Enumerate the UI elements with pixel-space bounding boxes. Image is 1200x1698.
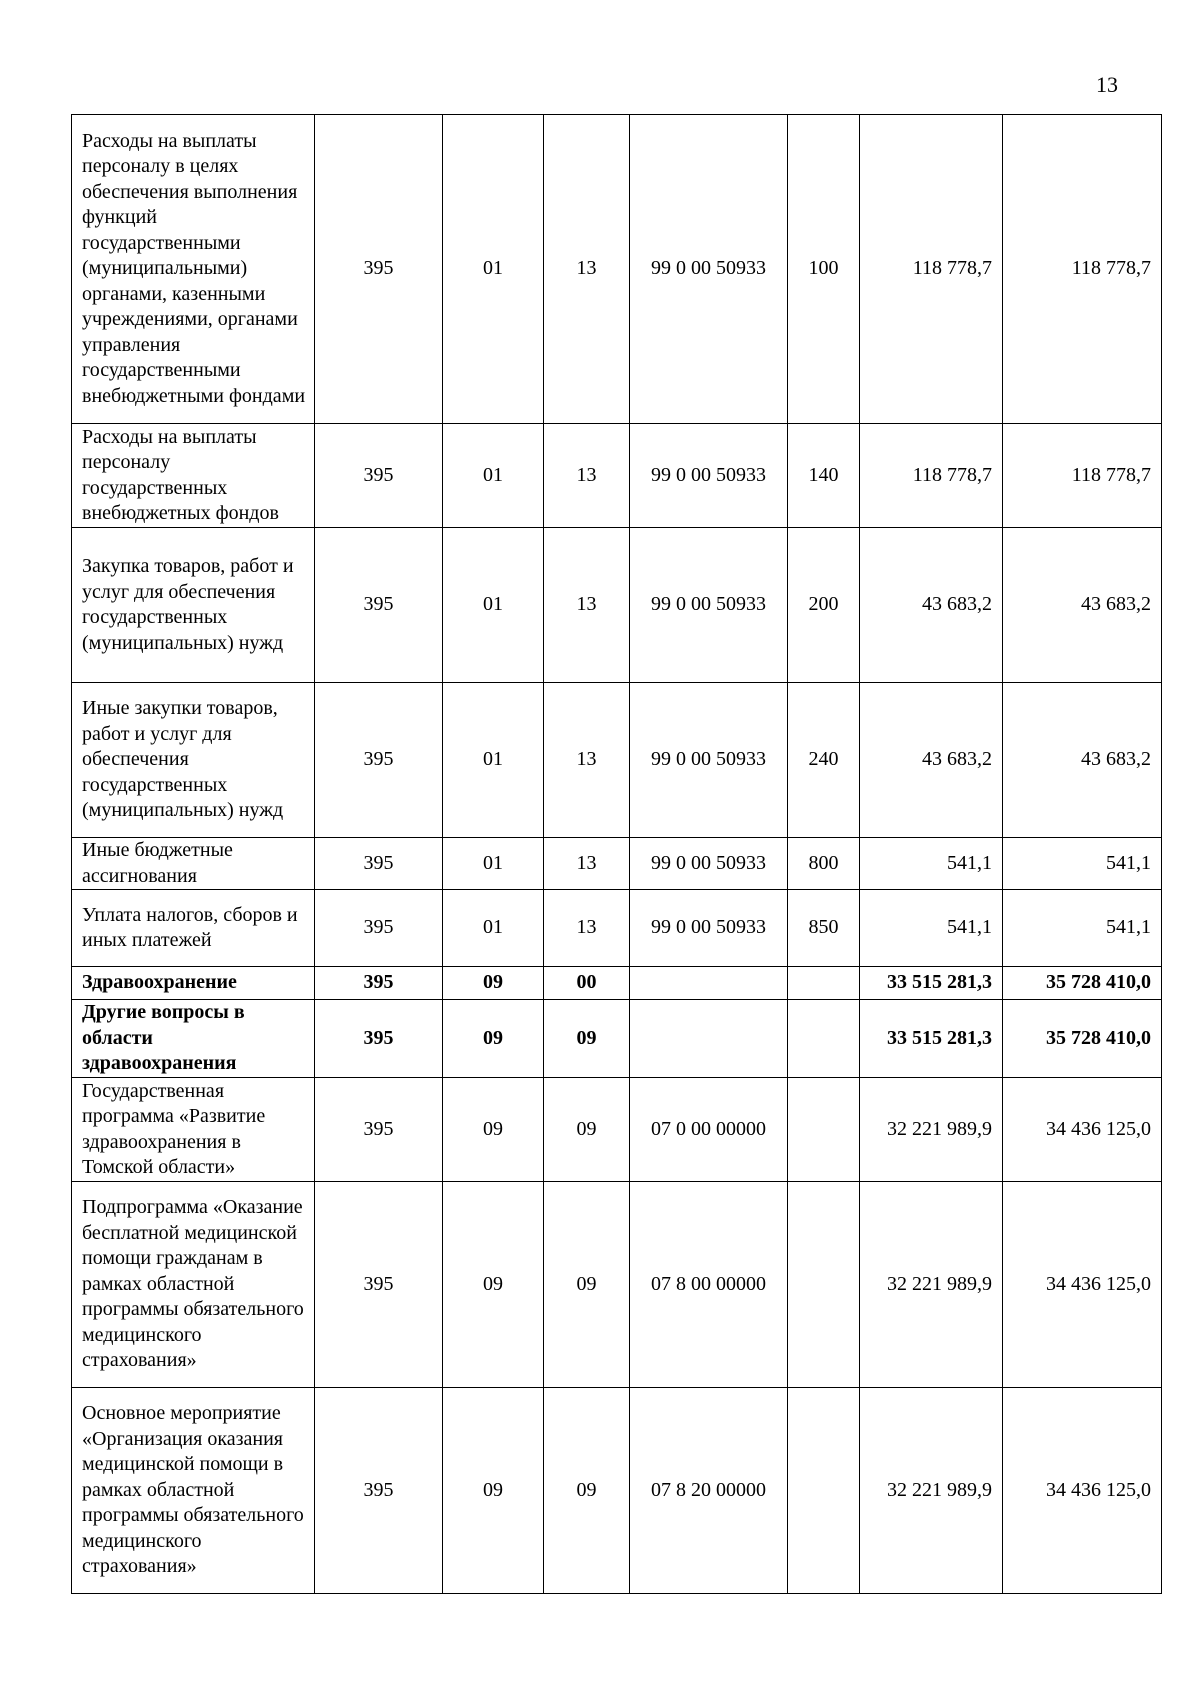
cell-csr: 07 8 20 00000	[630, 1388, 788, 1594]
cell-csr: 07 8 00 00000	[630, 1182, 788, 1388]
cell-vr	[788, 1000, 860, 1078]
row-name: Уплата налогов, сборов и иных платежей	[72, 890, 315, 967]
cell-vr: 140	[788, 424, 860, 528]
cell-sum-1: 33 515 281,3	[860, 967, 1003, 1000]
cell-sum-1: 43 683,2	[860, 528, 1003, 683]
row-name: Расходы на выплаты персоналу в целях обеспечения выполнения функций государственными (муниципальными) органами, казенными учреждениями, органами управления государственными внебюджетными фондами	[72, 115, 315, 424]
cell-sum-2: 34 436 125,0	[1003, 1388, 1162, 1594]
cell-sum-1: 118 778,7	[860, 115, 1003, 424]
cell-csr: 99 0 00 50933	[630, 683, 788, 838]
cell-ved: 395	[315, 1078, 443, 1182]
cell-ved: 395	[315, 1000, 443, 1078]
table-row	[72, 890, 1162, 967]
cell-ved: 395	[315, 424, 443, 528]
cell-sum-1: 541,1	[860, 890, 1003, 967]
table-row	[72, 115, 1162, 424]
cell-pr: 13	[544, 683, 630, 838]
cell-ved: 395	[315, 683, 443, 838]
cell-pr: 09	[544, 1000, 630, 1078]
cell-sum-2: 118 778,7	[1003, 424, 1162, 528]
cell-csr	[630, 1000, 788, 1078]
table-row	[72, 1182, 1162, 1388]
cell-sum-2: 541,1	[1003, 838, 1162, 890]
cell-ved: 395	[315, 838, 443, 890]
cell-rz: 01	[443, 890, 544, 967]
cell-rz: 01	[443, 115, 544, 424]
cell-pr: 13	[544, 528, 630, 683]
row-name: Подпрограмма «Оказание бесплатной медицинской помощи гражданам в рамках областной программы обязательного медицинского страхования»	[72, 1182, 315, 1388]
cell-vr: 800	[788, 838, 860, 890]
cell-rz: 09	[443, 1078, 544, 1182]
table-row	[72, 683, 1162, 838]
cell-ved: 395	[315, 1182, 443, 1388]
cell-csr: 07 0 00 00000	[630, 1078, 788, 1182]
cell-rz: 09	[443, 1388, 544, 1594]
budget-table	[71, 114, 1162, 1594]
cell-sum-2: 34 436 125,0	[1003, 1078, 1162, 1182]
cell-csr: 99 0 00 50933	[630, 890, 788, 967]
row-name: Иные закупки товаров, работ и услуг для обеспечения государственных (муниципальных) нужд	[72, 683, 315, 838]
cell-csr: 99 0 00 50933	[630, 424, 788, 528]
cell-sum-1: 541,1	[860, 838, 1003, 890]
cell-sum-1: 32 221 989,9	[860, 1078, 1003, 1182]
cell-rz: 01	[443, 838, 544, 890]
cell-pr: 09	[544, 1388, 630, 1594]
table-row	[72, 424, 1162, 528]
cell-sum-2: 43 683,2	[1003, 683, 1162, 838]
cell-pr: 13	[544, 115, 630, 424]
row-name: Расходы на выплаты персоналу государственных внебюджетных фондов	[72, 424, 315, 528]
table-row	[72, 1000, 1162, 1078]
cell-pr: 09	[544, 1078, 630, 1182]
cell-ved: 395	[315, 890, 443, 967]
row-name: Здравоохранение	[72, 967, 315, 1000]
cell-sum-2: 43 683,2	[1003, 528, 1162, 683]
table-row	[72, 1388, 1162, 1594]
cell-sum-1: 43 683,2	[860, 683, 1003, 838]
row-name: Другие вопросы в области здравоохранения	[72, 1000, 315, 1078]
cell-sum-1: 32 221 989,9	[860, 1182, 1003, 1388]
cell-rz: 09	[443, 1000, 544, 1078]
table-row	[72, 838, 1162, 890]
cell-pr: 00	[544, 967, 630, 1000]
cell-csr	[630, 967, 788, 1000]
cell-vr	[788, 1182, 860, 1388]
cell-sum-1: 118 778,7	[860, 424, 1003, 528]
row-name: Основное мероприятие «Организация оказания медицинской помощи в рамках областной программы обязательного медицинского страхования»	[72, 1388, 315, 1594]
cell-ved: 395	[315, 115, 443, 424]
cell-sum-2: 35 728 410,0	[1003, 967, 1162, 1000]
cell-csr: 99 0 00 50933	[630, 838, 788, 890]
cell-vr	[788, 967, 860, 1000]
cell-rz: 09	[443, 967, 544, 1000]
cell-sum-2: 541,1	[1003, 890, 1162, 967]
cell-pr: 13	[544, 838, 630, 890]
cell-pr: 09	[544, 1182, 630, 1388]
row-name: Иные бюджетные ассигнования	[72, 838, 315, 890]
table-row	[72, 1078, 1162, 1182]
row-name: Государственная программа «Развитие здравоохранения в Томской области»	[72, 1078, 315, 1182]
cell-sum-2: 35 728 410,0	[1003, 1000, 1162, 1078]
cell-rz: 09	[443, 1182, 544, 1388]
cell-csr: 99 0 00 50933	[630, 115, 788, 424]
row-name: Закупка товаров, работ и услуг для обеспечения государственных (муниципальных) нужд	[72, 528, 315, 683]
cell-ved: 395	[315, 1388, 443, 1594]
table-row	[72, 528, 1162, 683]
cell-rz: 01	[443, 528, 544, 683]
cell-csr: 99 0 00 50933	[630, 528, 788, 683]
cell-pr: 13	[544, 424, 630, 528]
cell-vr: 200	[788, 528, 860, 683]
cell-ved: 395	[315, 967, 443, 1000]
cell-vr: 100	[788, 115, 860, 424]
cell-vr: 850	[788, 890, 860, 967]
cell-sum-2: 34 436 125,0	[1003, 1182, 1162, 1388]
table-row	[72, 967, 1162, 1000]
cell-ved: 395	[315, 528, 443, 683]
cell-rz: 01	[443, 424, 544, 528]
cell-sum-1: 32 221 989,9	[860, 1388, 1003, 1594]
cell-rz: 01	[443, 683, 544, 838]
cell-vr	[788, 1388, 860, 1594]
cell-sum-2: 118 778,7	[1003, 115, 1162, 424]
cell-sum-1: 33 515 281,3	[860, 1000, 1003, 1078]
cell-vr: 240	[788, 683, 860, 838]
cell-pr: 13	[544, 890, 630, 967]
cell-vr	[788, 1078, 860, 1182]
page-number: 13	[1096, 72, 1118, 97]
